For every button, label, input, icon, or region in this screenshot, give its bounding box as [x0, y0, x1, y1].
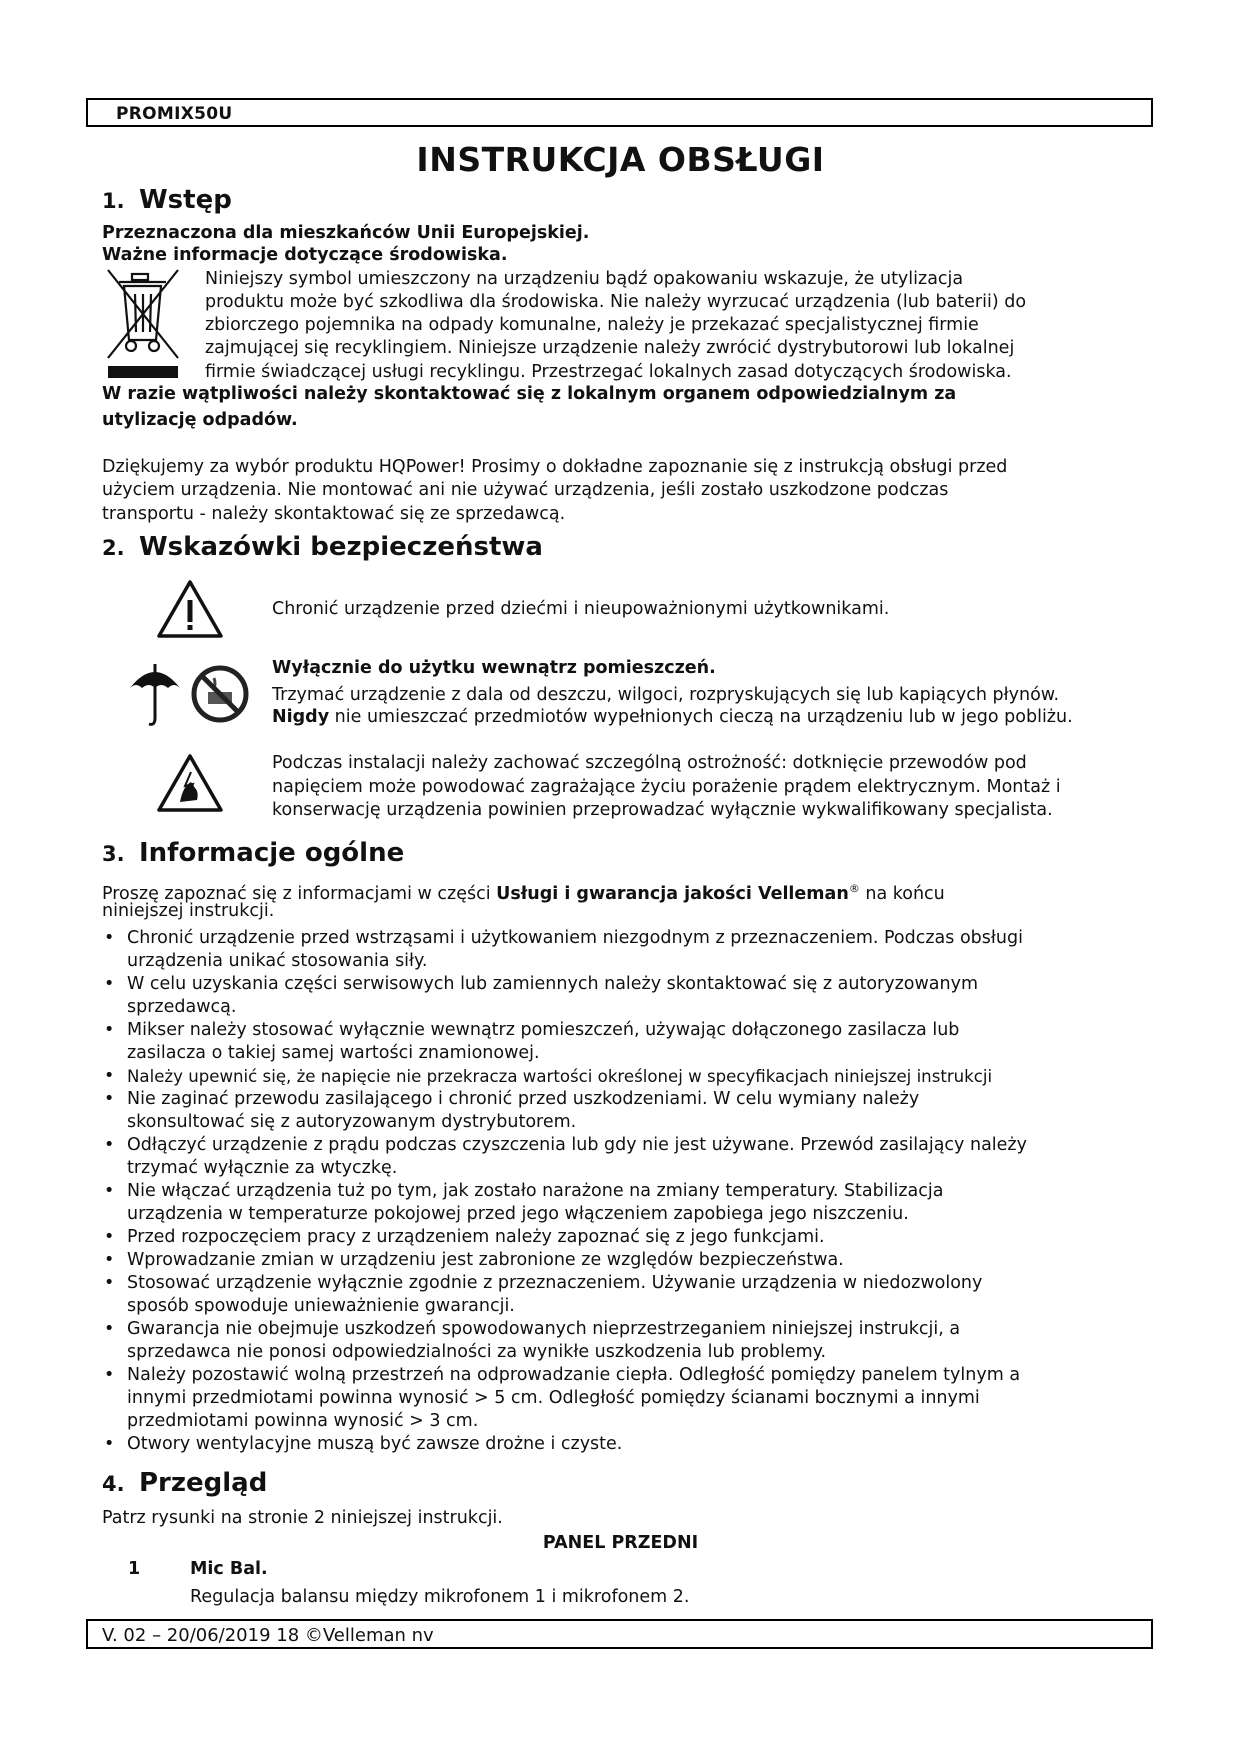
section-1-heading [102, 185, 232, 215]
list-item-line: sprzedawcą. [127, 997, 237, 1017]
list-item [102, 1019, 1142, 1065]
list-item [102, 973, 1142, 1019]
indoor-line-2-rest: nie umieszczać przedmiotów wypełnionych cieczą na urządzeniu lub w jego pobliżu. [329, 707, 1073, 727]
item-name: Mic Bal. [190, 1559, 268, 1579]
list-item-line: • Nie zaginać przewodu zasilającego i chronić przed uszkodzeniami. W celu wymiany należy [127, 1089, 920, 1109]
intro-pre: Proszę zapoznać się z informacjami w części [102, 883, 497, 904]
electric-shock-icon [155, 752, 225, 814]
thanks-line-1: Dziękujemy za wybór produktu HQPower! Prosimy o dokładne zapoznanie się z instrukcją obsługi przed [102, 457, 1008, 477]
front-panel-title: PANEL PRZEDNI [542, 1533, 699, 1553]
children-warning: Chronić urządzenie przed dziećmi i nieupoważnionymi użytkownikami. [272, 599, 890, 619]
indoor-line-2 [272, 706, 1073, 729]
list-item-line: • Wprowadzanie zmian w urządzeniu jest zabronione ze względów bezpieczeństwa. [127, 1250, 844, 1270]
registered-mark: ® [848, 882, 860, 895]
indoor-heading: Wyłącznie do użytku wewnątrz pomieszczeń. [272, 658, 716, 678]
section-2-heading [102, 532, 543, 562]
shock-line-3: konserwację urządzenia powinien przeprowadzać wyłącznie wykwalifikowany specjalista. [272, 800, 1053, 820]
list-item [102, 1134, 1142, 1180]
list-item [102, 1088, 1142, 1134]
shock-line-2: napięciem może powodować zagrażające życiu porażenie prądem elektrycznym. Montaż i [272, 777, 1061, 797]
list-item-line: innymi przedmiotami powinna wynosić > 5 cm. Odległość pomiędzy ścianami bocznymi a innymi [127, 1388, 980, 1408]
list-item [102, 1065, 1142, 1088]
list-item-line: sposób spowoduje unieważnienie gwarancji. [127, 1296, 515, 1316]
list-item-line: • Stosować urządzenie wyłącznie zgodnie z przeznaczeniem. Używanie urządzenia w niedozwolony [127, 1273, 983, 1293]
list-item-line: • Otwory wentylacyjne muszą być zawsze drożne i czyste. [127, 1434, 623, 1454]
weee-line-1: Niniejszy symbol umieszczony na urządzeniu bądź opakowaniu wskazuje, że utylizacja [205, 269, 964, 289]
list-item-line: • Należy upewnić się, że napięcie nie przekracza wartości określonej w specyfikacjach niniejszej instrukcji [127, 1067, 993, 1086]
item-description: Regulacja balansu między mikrofonem 1 i mikrofonem 2. [190, 1587, 690, 1607]
section-2-number: 2. [102, 536, 125, 560]
list-item [102, 1364, 1142, 1433]
list-item-line: skonsultować się z autoryzowanym dystrybutorem. [127, 1112, 577, 1132]
eu-line: Przeznaczona dla mieszkańców Unii Europejskiej. [102, 223, 590, 243]
section-1-number: 1. [102, 189, 125, 213]
thanks-line-3: transportu - należy skontaktować się ze sprzedawcą. [102, 504, 566, 524]
list-item [102, 927, 1142, 973]
weee-line-4: zajmującej się recyklingiem. Niniejsze urządzenie należy zwrócić dystrybutorowi lub lokalnej [205, 338, 1015, 358]
section-1-title: Wstęp [139, 185, 232, 215]
model-name: PROMIX50U [116, 104, 233, 124]
section-3-heading [102, 838, 404, 868]
list-item-line: trzymać wyłącznie za wtyczkę. [127, 1158, 398, 1178]
list-item-line: • Odłączyć urządzenie z prądu podczas czyszczenia lub gdy nie jest używane. Przewód zasilający należy [127, 1135, 1027, 1155]
weee-bin-icon [102, 268, 184, 380]
list-item-line: • Nie włączać urządzenia tuż po tym, jak zostało narażone na zmiany temperatury. Stabilizacja [127, 1181, 944, 1201]
doubt-line-2: utylizację odpadów. [102, 410, 298, 430]
list-item [102, 1433, 1142, 1456]
overview-intro: Patrz rysunki na stronie 2 niniejszej instrukcji. [102, 1508, 503, 1528]
thanks-line-2: użyciem urządzenia. Nie montować ani nie używać urządzenia, jeśli zostało uszkodzone podczas [102, 480, 949, 500]
env-line: Ważne informacje dotyczące środowiska. [102, 245, 508, 265]
weee-line-2: produktu może być szkodliwa dla środowiska. Nie należy wyrzucać urządzenia (lub baterii) do [205, 292, 1027, 312]
header-box [86, 98, 1153, 127]
section-2-title: Wskazówki bezpieczeństwa [139, 532, 543, 562]
section-4-number: 4. [102, 1472, 125, 1496]
general-intro-line-2: niniejszej instrukcji. [102, 901, 275, 921]
intro-bold: Usługi i gwarancja jakości Velleman [496, 883, 849, 904]
list-item-line: • Mikser należy stosować wyłącznie wewnątrz pomieszczeń, używając dołączonego zasilacza lub [127, 1020, 960, 1040]
umbrella-icon [128, 660, 182, 728]
section-3-title: Informacje ogólne [139, 838, 405, 868]
list-item [102, 1272, 1142, 1318]
list-item-line: • Gwarancja nie obejmuje uszkodzeń spowodowanych nieprzestrzeganiem niniejszej instrukcji, a [127, 1319, 961, 1339]
section-3-number: 3. [102, 842, 125, 866]
no-liquids-icon [190, 664, 250, 724]
doubt-line-1: W razie wątpliwości należy skontaktować się z lokalnym organem odpowiedzialnym za [102, 384, 957, 404]
list-item [102, 1318, 1142, 1364]
item-number: 1 [128, 1559, 141, 1579]
indoor-line-1: Trzymać urządzenie z dala od deszczu, wilgoci, rozpryskujących się lub kapiących płynów. [272, 685, 1060, 705]
section-4-title: Przegląd [139, 1468, 268, 1498]
never-emphasis: Nigdy [272, 707, 330, 727]
intro-post: na końcu [859, 883, 945, 904]
list-item-line: urządzenia w temperaturze pokojowej przed jego włączeniem zapobiega jego niszczeniu. [127, 1204, 909, 1224]
weee-line-5: firmie świadczącej usługi recyklingu. Przestrzegać lokalnych zasad dotyczących środowiska. [205, 362, 1012, 382]
list-item-line: urządzenia unikać stosowania siły. [127, 951, 428, 971]
list-item-line: zasilacza o takiej samej wartości znamionowej. [127, 1043, 540, 1063]
list-item-line: • W celu uzyskania części serwisowych lub zamiennych należy skontaktować się z autoryzowanym [127, 974, 978, 994]
page-title: INSTRUKCJA OBSŁUGI [416, 140, 825, 179]
list-item-line: • Chronić urządzenie przed wstrząsami i użytkowaniem niezgodnym z przeznaczeniem. Podczas obsługi [127, 928, 1023, 948]
footer-version: V. 02 – 20/06/2019 18 ©Velleman nv [102, 1625, 434, 1646]
list-item-line: • Przed rozpoczęciem pracy z urządzeniem należy zapoznać się z jego funkcjami. [127, 1227, 825, 1247]
warning-icon [155, 578, 225, 640]
list-item [102, 1180, 1142, 1226]
list-item [102, 1226, 1142, 1249]
list-item-line: sprzedawca nie ponosi odpowiedzialności za wynikłe uszkodzenia lub problemy. [127, 1342, 827, 1362]
shock-line-1: Podczas instalacji należy zachować szczególną ostrożność: dotknięcie przewodów pod [272, 753, 1027, 773]
list-item [102, 1249, 1142, 1272]
list-item-line: przedmiotami powinna wynosić > 3 cm. [127, 1411, 479, 1431]
general-info-list [102, 927, 1142, 1456]
section-4-heading [102, 1468, 267, 1498]
footer-box [86, 1619, 1153, 1649]
weee-line-3: zbiorczego pojemnika na odpady komunalne, należy je przekazać specjalistycznej firmie [205, 315, 979, 335]
list-item-line: • Należy pozostawić wolną przestrzeń na odprowadzanie ciepła. Odległość pomiędzy panelem tylnym a [127, 1365, 1021, 1385]
